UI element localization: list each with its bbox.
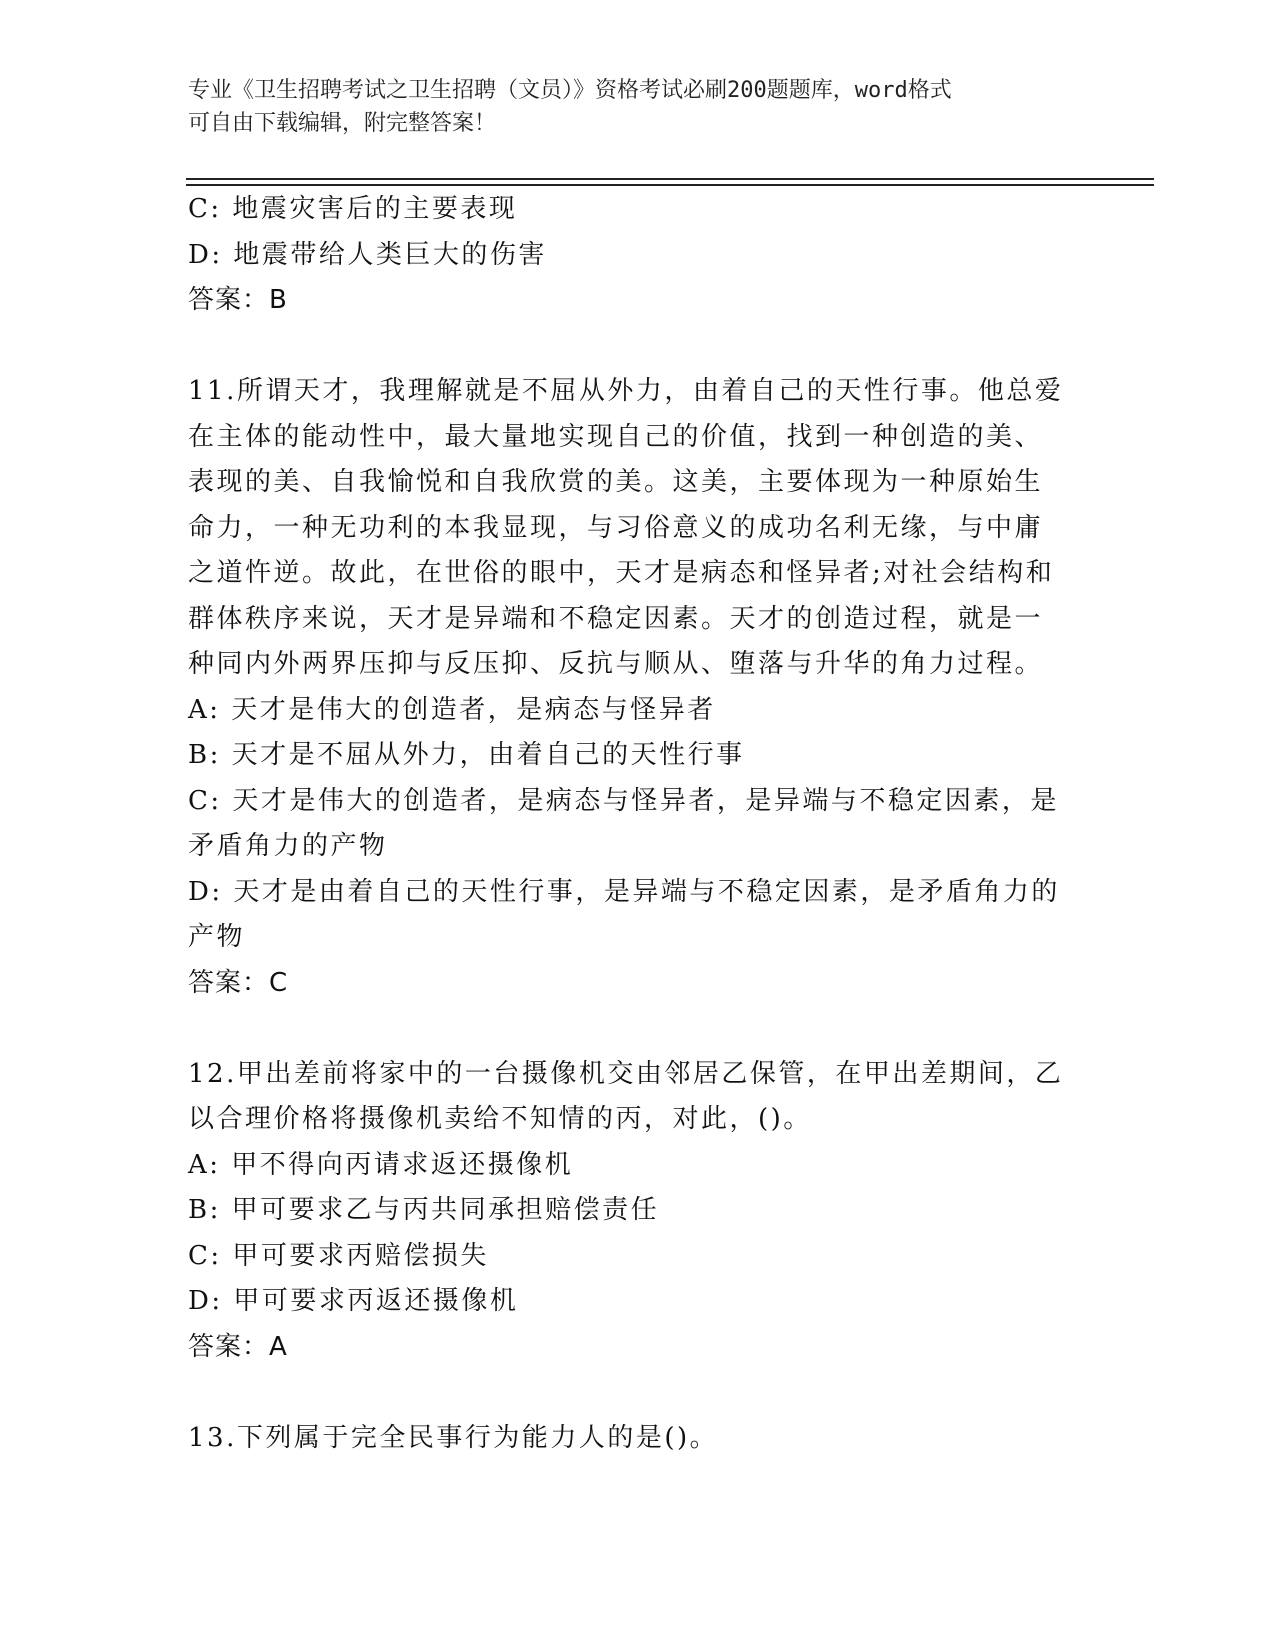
stem-line: 命力，一种无功利的本我显现，与习俗意义的成功名利无缘，与中庸 (188, 512, 1044, 543)
spacer (188, 1370, 1088, 1416)
question-11-stem (188, 369, 1088, 688)
option-c: C: 地震灾害后的主要表现 (188, 194, 518, 224)
option-c: C: 甲可要求丙赔偿损失 (188, 1240, 489, 1271)
option-line: 矛盾角力的产物 (188, 831, 388, 861)
option-a: A: 甲不得向丙请求返还摄像机 (188, 1149, 574, 1180)
option-d: D: 地震带给人类巨大的伤害 (188, 239, 547, 270)
stem-line: 群体秩序来说，天才是异端和不稳定因素。天才的创造过程，就是一 (188, 603, 1044, 634)
answer: 答案：C (188, 967, 289, 998)
answer: 答案：B (188, 285, 288, 315)
stem-line: 之道忤逆。故此，在世俗的眼中，天才是病态和怪异者;对社会结构和 (188, 558, 1055, 588)
question-13-stem: 13.下列属于完全民事行为能力人的是()。 (188, 1422, 719, 1453)
stem-line: 表现的美、自我愉悦和自我欣赏的美。这美，主要体现为一种原始生 (188, 467, 1044, 497)
spacer (188, 1006, 1088, 1052)
question-12-stem (188, 1052, 1088, 1143)
header-title-line-1: 专业《卫生招聘考试之卫生招聘（文员）》资格考试必刷200题题库，word格式 (188, 78, 952, 103)
header-rule-bottom (186, 184, 1154, 186)
header-title-line-2: 可自由下载编辑，附完整答案！ (188, 111, 497, 136)
header-rule-top (186, 178, 1154, 180)
stem-line: 12.甲出差前将家中的一台摄像机交由邻居乙保管，在甲出差期间，乙 (188, 1058, 1064, 1089)
stem-line: 在主体的能动性中，最大量地实现自己的价值，找到一种创造的美、 (188, 421, 1044, 452)
question-content (188, 187, 1088, 1461)
option-line: 产物 (188, 922, 246, 952)
option-line: C: 天才是伟大的创造者，是病态与怪异者，是异端与不稳定因素，是 (188, 785, 1059, 816)
answer: 答案：A (188, 1331, 288, 1362)
document-header (188, 74, 1068, 140)
stem-line: 种同内外两界压抑与反压抑、反抗与顺从、堕落与升华的角力过程。 (188, 649, 1044, 679)
option-a: A: 天才是伟大的创造者，是病态与怪异者 (188, 694, 716, 725)
spacer (188, 324, 1088, 370)
option-c (188, 779, 1088, 870)
option-d: D: 甲可要求丙返还摄像机 (188, 1286, 519, 1316)
option-d (188, 870, 1088, 961)
option-line: D: 天才是由着自己的天性行事，是异端与不稳定因素，是矛盾角力的 (188, 876, 1060, 907)
stem-line: 11.所谓天才，我理解就是不屈从外力，由着自己的天性行事。他总爱 (188, 376, 1064, 406)
stem-line: 以合理价格将摄像机卖给不知情的丙，对此，()。 (188, 1104, 812, 1134)
option-b: B: 甲可要求乙与丙共同承担赔偿责任 (188, 1195, 660, 1225)
option-b: B: 天才是不屈从外力，由着自己的天性行事 (188, 740, 745, 770)
